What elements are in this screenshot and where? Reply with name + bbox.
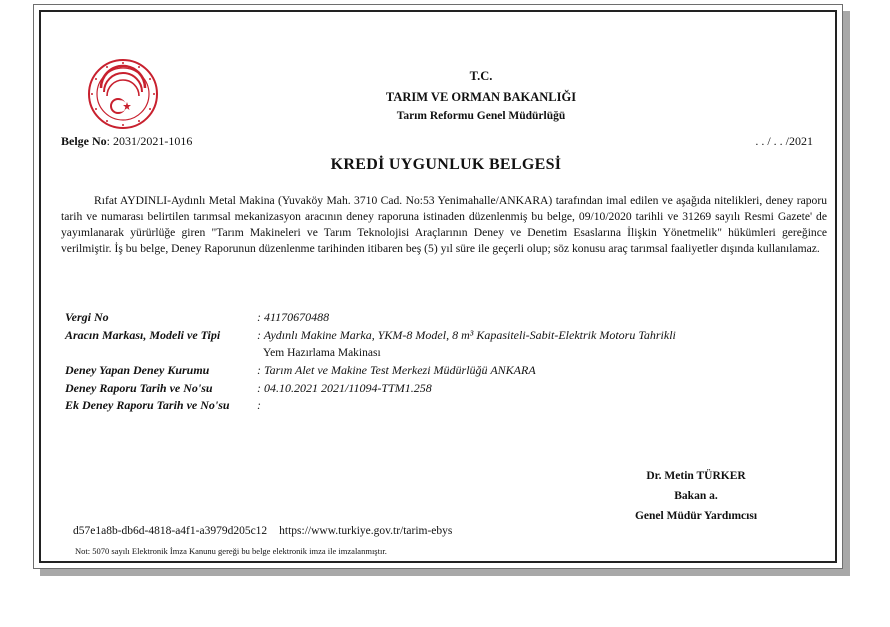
field-value: : (257, 398, 261, 412)
field-value-continuation: Yem Hazırlama Makinası (263, 347, 381, 359)
certificate-border (39, 10, 837, 563)
field-row (65, 363, 825, 381)
document-number-value: : 2031/2021-1016 (106, 134, 193, 148)
signatory-authority: Bakan a. (674, 490, 718, 502)
document-date: . . / . . /2021 (755, 134, 813, 148)
document-body: Rıfat AYDINLI-Aydınlı Metal Makina (Yuvaköy Mah. 3710 Cad. No:53 Yenimahalle/ANKARA) tarafından imal edilen ve aşağıda nitelikleri, deney raporu tarih ve numarası belirtilen tarımsal mekanizasyon aracının deney raporuna istinaden düzenlenmiş bu belge, 09/10/2020 tarihli ve 31269 sayılı Resmi Gazete' de yayımlanarak yürürlüğe giren "Tarım Makineleri ve Tarım Teknolojisi Araçlarının Deney ve Denetim Esaslarına İlişkin Yönetmelik" hükümleri gereğince verilmiştir. İş bu belge, Deney Raporunun düzenlenme tarihinden itibaren beş (5) yıl süre ile geçerli olup; söz konusu araç tarımsal faaliyetler dışında kullanılamaz. (61, 194, 827, 255)
ministry-heading: TARIM VE ORMAN BAKANLIĞI (385, 90, 577, 104)
certificate-page (33, 4, 843, 569)
field-label: Ek Deney Raporu Tarih ve No'su (65, 398, 230, 412)
department-heading: Tarım Reformu Genel Müdürlüğü (396, 110, 566, 122)
field-label: Deney Raporu Tarih ve No'su (65, 380, 213, 395)
verification-line (73, 525, 452, 537)
field-value: : 41170670488 (257, 310, 330, 324)
field-value: : 04.10.2021 2021/11094-TTM1.258 (257, 380, 432, 395)
field-value: : Aydınlı Makine Marka, YKM-8 Model, 8 m³ Kapasiteli-Sabit-Elektrik Motoru Tahrikli (257, 327, 676, 342)
field-row (65, 381, 825, 399)
document-number (61, 134, 192, 149)
signatory-name: Dr. Metin TÜRKER (646, 470, 746, 482)
signatory-title: Genel Müdür Yardımcısı (634, 510, 758, 522)
verification-code: d57e1a8b-db6d-4818-a4f1-a3979d205c12 (73, 525, 268, 537)
e-signature-note: Not: 5070 sayılı Elektronik İmza Kanunu gereği bu belge elektronik imza ile imzalanmıştır. (75, 546, 387, 556)
field-row-continuation (65, 345, 825, 363)
field-row (65, 310, 825, 328)
country-heading: T.C. (469, 69, 493, 83)
field-label: Deney Yapan Deney Kurumu (65, 363, 210, 377)
document-title: KREDİ UYGUNLUK BELGESİ (330, 156, 562, 173)
verification-url[interactable]: https://www.turkiye.gov.tr/tarim-ebys (279, 525, 453, 537)
field-row (65, 398, 825, 416)
field-value: : Tarım Alet ve Makine Test Merkezi Müdürlüğü ANKARA (257, 363, 536, 377)
field-row (65, 328, 825, 346)
ministry-seal-icon (87, 58, 159, 130)
field-label: Vergi No (65, 310, 109, 324)
vehicle-details (65, 310, 825, 416)
document-number-label: Belge No (61, 134, 107, 148)
field-label: Aracın Markası, Modeli ve Tipi (65, 327, 221, 342)
